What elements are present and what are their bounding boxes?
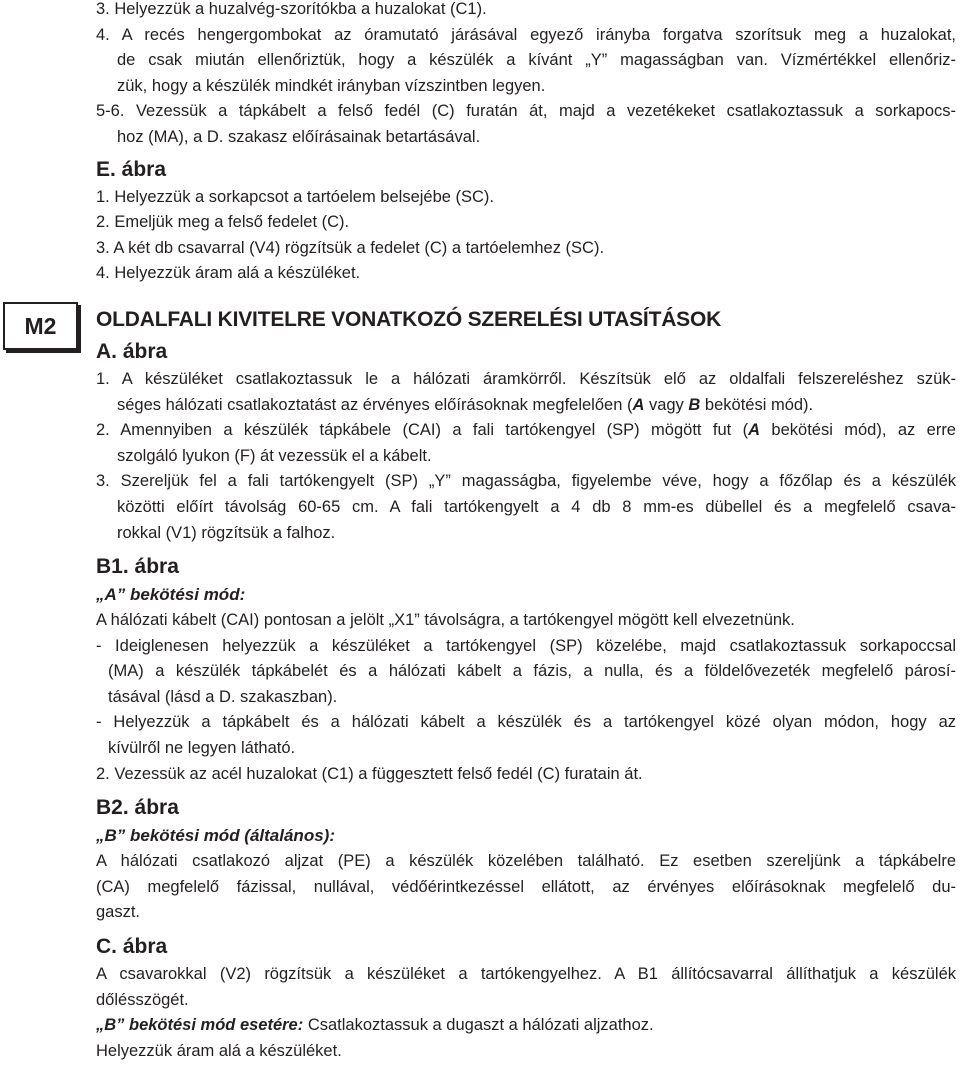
figure-e-step-2: 2. Emeljük meg a felső fedelet (C). [96,213,350,232]
figure-e-step-3: 3. A két db csavarral (V4) rögzítsük a fedelet (C) a tartóelemhez (SC). [96,238,605,257]
figure-b1-step-2: 2. Vezessük az acél huzalokat (C1) a függesztett felső fedél (C) furatain át. [96,764,643,783]
step-5-6-line-1: 5-6. Vezessük a tápkábelt a felső fedél (C) furatán át, majd a vezetékeket csatlakoztassuk a sorkapocs- [96,102,956,121]
figure-c-final-line: Helyezzük áram alá a készüléket. [96,1041,342,1060]
figure-b1-heading: B1. ábra [96,555,179,579]
figure-a-heading: A. ábra [96,339,168,363]
figure-b1-dash-2-line-1: - Helyezzük a tápkábelt és a hálózati kábelt a készülék és a tartókengyel közé olyan módon, hogy az [96,713,956,732]
figure-c-line-2: dőlésszögét. [96,990,189,1009]
figure-e-heading: E. ábra [96,157,167,181]
figure-c-heading: C. ábra [96,935,168,959]
figure-c-mode-label: „B” bekötési mód esetére: [96,1016,304,1035]
figure-b1-dash-1-line-1: - Ideiglenesen helyezzük a készüléket a tartókengyel (SP) közelébe, majd csatlakoztassuk sorkapoccsal [96,636,956,655]
figure-a-step-3-line-3: rokkal (V1) rögzítsük a falhoz. [117,523,336,542]
figure-b2-line-2: (CA) megfelelő fázissal, nullával, védőérintkezéssel ellátott, az érvényes előírásoknak megfelelő du- [96,877,956,896]
figure-b2-heading: B2. ábra [96,796,179,820]
figure-b2-line-3: gaszt. [96,903,141,922]
figure-a-step-2-line-2: szolgáló lyukon (F) át vezessük el a kábelt. [117,446,432,465]
figure-b2-mode: „B” bekötési mód (általános): [96,826,335,846]
step-3-line: 3. Helyezzük a huzalvég-szorítókba a huzalokat (C1). [96,0,487,18]
figure-a-step-3-line-1: 3. Szereljük fel a fali tartókengyelt (SP) „Y” magasságba, figyelembe véve, hogy a főzőlap és a készülék [96,472,956,491]
figure-b1-paragraph: A hálózati kábelt (CAI) pontosan a jelölt „X1” távolságra, a tartókengyel mögött kell elvezetnünk. [96,611,795,630]
figure-c-mode-line [96,1013,956,1039]
step-4-line-2: de csak miután ellenőriztük, hogy a készülék a kívánt „Y” magasságban van. Vízmértékkel ellenőriz- [117,51,956,70]
figure-e-step-1: 1. Helyezzük a sorkapcsot a tartóelem belsejébe (SC). [96,187,495,206]
figure-b2-line-1: A hálózati csatlakozó aljzat (PE) a készülék közelében található. Ez esetben szereljünk a tápkábelre [96,852,956,871]
content-column [96,0,956,1064]
step-5-6-line-2: hoz (MA), a D. szakasz előírásainak betartásával. [117,127,481,146]
step-4-line-1: 4. A recés hengergombokat az óramutató járásával egyező irányba forgatva szorítsuk meg a huzalokat, [96,25,956,44]
figure-b1-dash-1-line-3: tásával (lásd a D. szakaszban). [108,687,338,706]
figure-a-step-1-line-1: 1. A készüléket csatlakoztassuk le a hálózati áramkörről. Készítsük elő az oldalfali felszereléshez szük- [96,369,956,388]
section-title: OLDALFALI KIVITELRE VONATKOZÓ SZERELÉSI UTASÍTÁSOK [96,307,722,331]
step-4-line-3: zük, hogy a készülék mindkét irányban vízszintben legyen. [117,76,546,95]
figure-a-step-1-line-2: séges hálózati csatlakoztatást az érvényes előírásoknak megfelelően (A vagy B bekötési mód). [117,395,814,414]
figure-c-line-1: A csavarokkal (V2) rögzítsük a készüléket a tartókengyelhez. A B1 állítócsavarral állíthatjuk a készülék [96,965,956,984]
figure-a-step-3-line-2: közötti előírt távolság 60-65 cm. A fali tartókengyelt a 4 db 8 mm-es dübellel és a megfelelő csava- [117,497,956,516]
section-badge: M2 [3,302,78,350]
figure-b1-dash-2-line-2: kívülről ne legyen látható. [108,739,296,758]
figure-a-step-2-line-1: 2. Amennyiben a készülék tápkábele (CAI) a fali tartókengyel (SP) mögött fut (A bekötési mód), az erre [96,421,956,440]
figure-b1-mode: „A” bekötési mód: [96,585,246,605]
figure-e-step-4: 4. Helyezzük áram alá a készüléket. [96,264,361,283]
figure-c-mode-text: Csatlakoztassuk a dugaszt a hálózati aljzathoz. [303,1016,654,1035]
figure-b1-dash-1-line-2: (MA) a készülék tápkábelét és a hálózati kábelt a fázis, a nulla, és a földelővezeték megfelelő párosí- [108,662,956,681]
